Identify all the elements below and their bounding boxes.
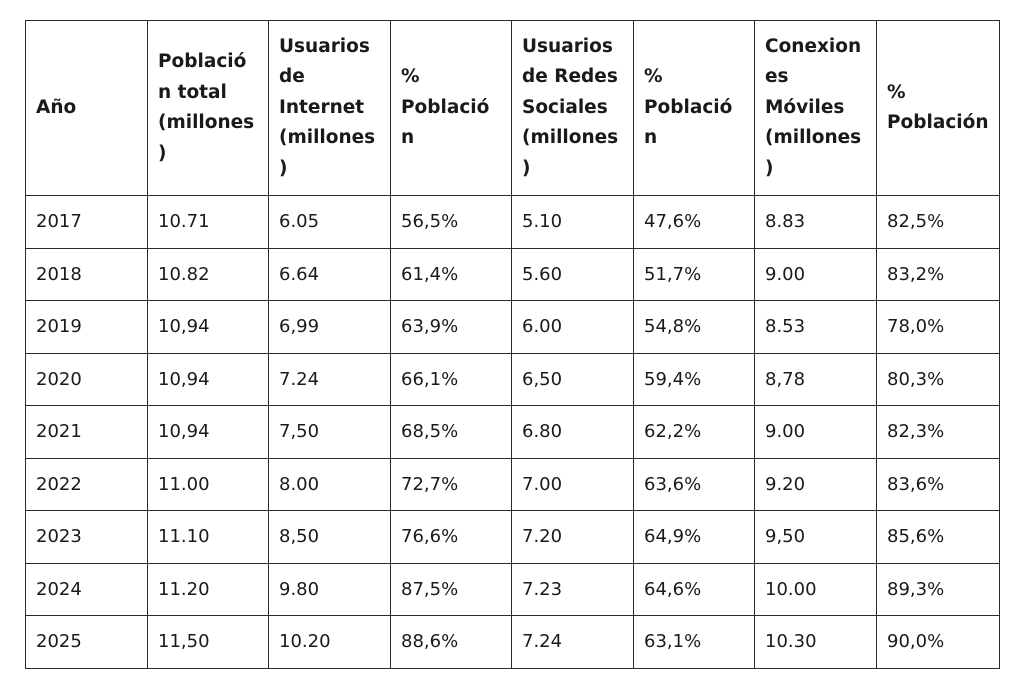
cell-mobile-percent: 80,3% <box>877 353 1000 406</box>
cell-social-percent: 64,9% <box>634 511 755 564</box>
table-header-row <box>26 21 1000 196</box>
cell-population: 10.71 <box>148 196 269 249</box>
cell-internet-percent: 68,5% <box>391 406 512 459</box>
cell-year: 2021 <box>26 406 148 459</box>
cell-internet-users: 6.05 <box>269 196 391 249</box>
cell-internet-users: 9.80 <box>269 563 391 616</box>
cell-year: 2020 <box>26 353 148 406</box>
cell-social-percent: 59,4% <box>634 353 755 406</box>
cell-mobile-connections: 8.83 <box>755 196 877 249</box>
cell-year: 2022 <box>26 458 148 511</box>
cell-social-percent: 54,8% <box>634 301 755 354</box>
cell-social-percent: 64,6% <box>634 563 755 616</box>
cell-mobile-percent: 83,2% <box>877 248 1000 301</box>
cell-mobile-connections: 10.00 <box>755 563 877 616</box>
cell-internet-percent: 56,5% <box>391 196 512 249</box>
cell-mobile-percent: 89,3% <box>877 563 1000 616</box>
cell-mobile-connections: 9.00 <box>755 248 877 301</box>
cell-internet-percent: 61,4% <box>391 248 512 301</box>
table-row <box>26 563 1000 616</box>
cell-population: 11.10 <box>148 511 269 564</box>
header-mobile-percent: % Población <box>877 21 1000 196</box>
cell-year: 2017 <box>26 196 148 249</box>
cell-mobile-connections: 9.20 <box>755 458 877 511</box>
header-mobile-connections: Conexiones Móviles (millones) <box>755 21 877 196</box>
table-row <box>26 301 1000 354</box>
cell-internet-percent: 63,9% <box>391 301 512 354</box>
cell-social-users: 6.80 <box>512 406 634 459</box>
cell-social-users: 5.10 <box>512 196 634 249</box>
header-social-percent: % Población <box>634 21 755 196</box>
cell-social-percent: 63,6% <box>634 458 755 511</box>
cell-mobile-connections: 8.53 <box>755 301 877 354</box>
cell-mobile-percent: 90,0% <box>877 616 1000 669</box>
table-row <box>26 406 1000 459</box>
cell-mobile-percent: 82,3% <box>877 406 1000 459</box>
cell-mobile-percent: 78,0% <box>877 301 1000 354</box>
cell-internet-users: 7,50 <box>269 406 391 459</box>
cell-year: 2025 <box>26 616 148 669</box>
statistics-table <box>25 20 1000 669</box>
cell-social-users: 7.20 <box>512 511 634 564</box>
cell-mobile-percent: 83,6% <box>877 458 1000 511</box>
cell-social-users: 6.00 <box>512 301 634 354</box>
cell-mobile-percent: 82,5% <box>877 196 1000 249</box>
cell-year: 2018 <box>26 248 148 301</box>
cell-population: 11.20 <box>148 563 269 616</box>
cell-mobile-connections: 9,50 <box>755 511 877 564</box>
cell-mobile-connections: 9.00 <box>755 406 877 459</box>
cell-mobile-connections: 8,78 <box>755 353 877 406</box>
header-population: Población total (millones) <box>148 21 269 196</box>
table-row <box>26 248 1000 301</box>
table-row <box>26 458 1000 511</box>
cell-social-users: 5.60 <box>512 248 634 301</box>
cell-population: 10,94 <box>148 353 269 406</box>
cell-internet-percent: 66,1% <box>391 353 512 406</box>
cell-population: 10.82 <box>148 248 269 301</box>
cell-year: 2023 <box>26 511 148 564</box>
cell-internet-percent: 72,7% <box>391 458 512 511</box>
cell-social-users: 7.00 <box>512 458 634 511</box>
cell-social-percent: 47,6% <box>634 196 755 249</box>
cell-mobile-connections: 10.30 <box>755 616 877 669</box>
cell-mobile-percent: 85,6% <box>877 511 1000 564</box>
cell-internet-percent: 88,6% <box>391 616 512 669</box>
cell-internet-users: 8.00 <box>269 458 391 511</box>
cell-population: 11.00 <box>148 458 269 511</box>
header-internet-percent: % Población <box>391 21 512 196</box>
cell-year: 2019 <box>26 301 148 354</box>
cell-internet-users: 10.20 <box>269 616 391 669</box>
cell-social-users: 7.24 <box>512 616 634 669</box>
table-body <box>26 196 1000 669</box>
cell-social-percent: 63,1% <box>634 616 755 669</box>
header-internet-users: Usuarios de Internet (millones) <box>269 21 391 196</box>
table-row <box>26 353 1000 406</box>
cell-population: 10,94 <box>148 301 269 354</box>
cell-year: 2024 <box>26 563 148 616</box>
table-row <box>26 616 1000 669</box>
cell-social-users: 6,50 <box>512 353 634 406</box>
cell-social-percent: 62,2% <box>634 406 755 459</box>
table-row <box>26 196 1000 249</box>
cell-internet-percent: 76,6% <box>391 511 512 564</box>
cell-internet-users: 6.64 <box>269 248 391 301</box>
cell-internet-users: 7.24 <box>269 353 391 406</box>
cell-population: 10,94 <box>148 406 269 459</box>
cell-population: 11,50 <box>148 616 269 669</box>
header-year: Año <box>26 21 148 196</box>
cell-internet-users: 6,99 <box>269 301 391 354</box>
table-row <box>26 511 1000 564</box>
cell-internet-percent: 87,5% <box>391 563 512 616</box>
cell-social-percent: 51,7% <box>634 248 755 301</box>
header-social-users: Usuarios de Redes Sociales (millones) <box>512 21 634 196</box>
cell-internet-users: 8,50 <box>269 511 391 564</box>
cell-social-users: 7.23 <box>512 563 634 616</box>
